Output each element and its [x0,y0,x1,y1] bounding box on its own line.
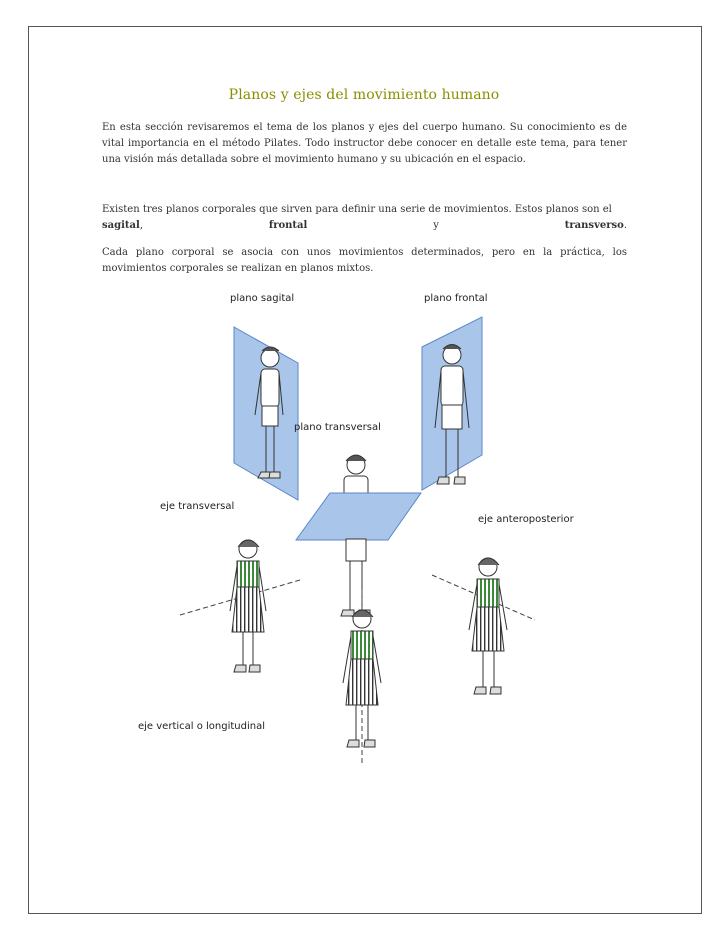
anteroposterior-axis-figure [432,558,535,694]
paragraph-planes [102,202,627,234]
plane-frontal-term: frontal [268,220,308,231]
planes-list-line [102,218,627,234]
paragraph-intro: En esta sección revisaremos el tema de los planos y ejes del cuerpo humano. Su conocimiento es de vital importancia en el método Pilates. Todo instructor debe conocer en detalle este tema, para tener una visión más detallada sobre el movimiento humano y su ubicación en el espacio. [102,122,627,165]
conjunction: y [433,220,439,231]
transversal-plane [296,493,421,540]
paragraph-planes-intro: Existen tres planos corporales que sirven para definir una serie de movimientos. Estos planos son el [102,204,612,215]
document-title: Planos y ejes del movimiento humano [228,87,500,103]
planes-axes-illustration [120,285,630,775]
sagittal-plane-figure [234,327,298,500]
planes-axes-figure [120,285,630,775]
label-eje-vertical: eje vertical o longitudinal [138,721,266,732]
period: . [623,220,627,231]
label-eje-anteroposterior: eje anteroposterior [478,514,574,525]
frontal-plane-figure [422,317,482,490]
paragraph-mixed-planes: Cada plano corporal se asocia con unos movimientos determinados, pero en la práctica, los movimientos corporales se realizan en planos mixtos. [102,247,627,274]
plane-transverso-term: transverso [564,220,624,231]
label-plano-transversal: plano transversal [294,422,381,433]
label-plano-sagital: plano sagital [230,293,295,304]
label-eje-transversal: eje transversal [160,501,235,512]
label-plano-frontal: plano frontal [424,293,488,304]
plane-sagital-term: sagital [102,220,140,231]
comma: , [139,220,143,231]
transversal-axis-figure [180,540,300,672]
transversal-plane-figure [296,455,421,616]
